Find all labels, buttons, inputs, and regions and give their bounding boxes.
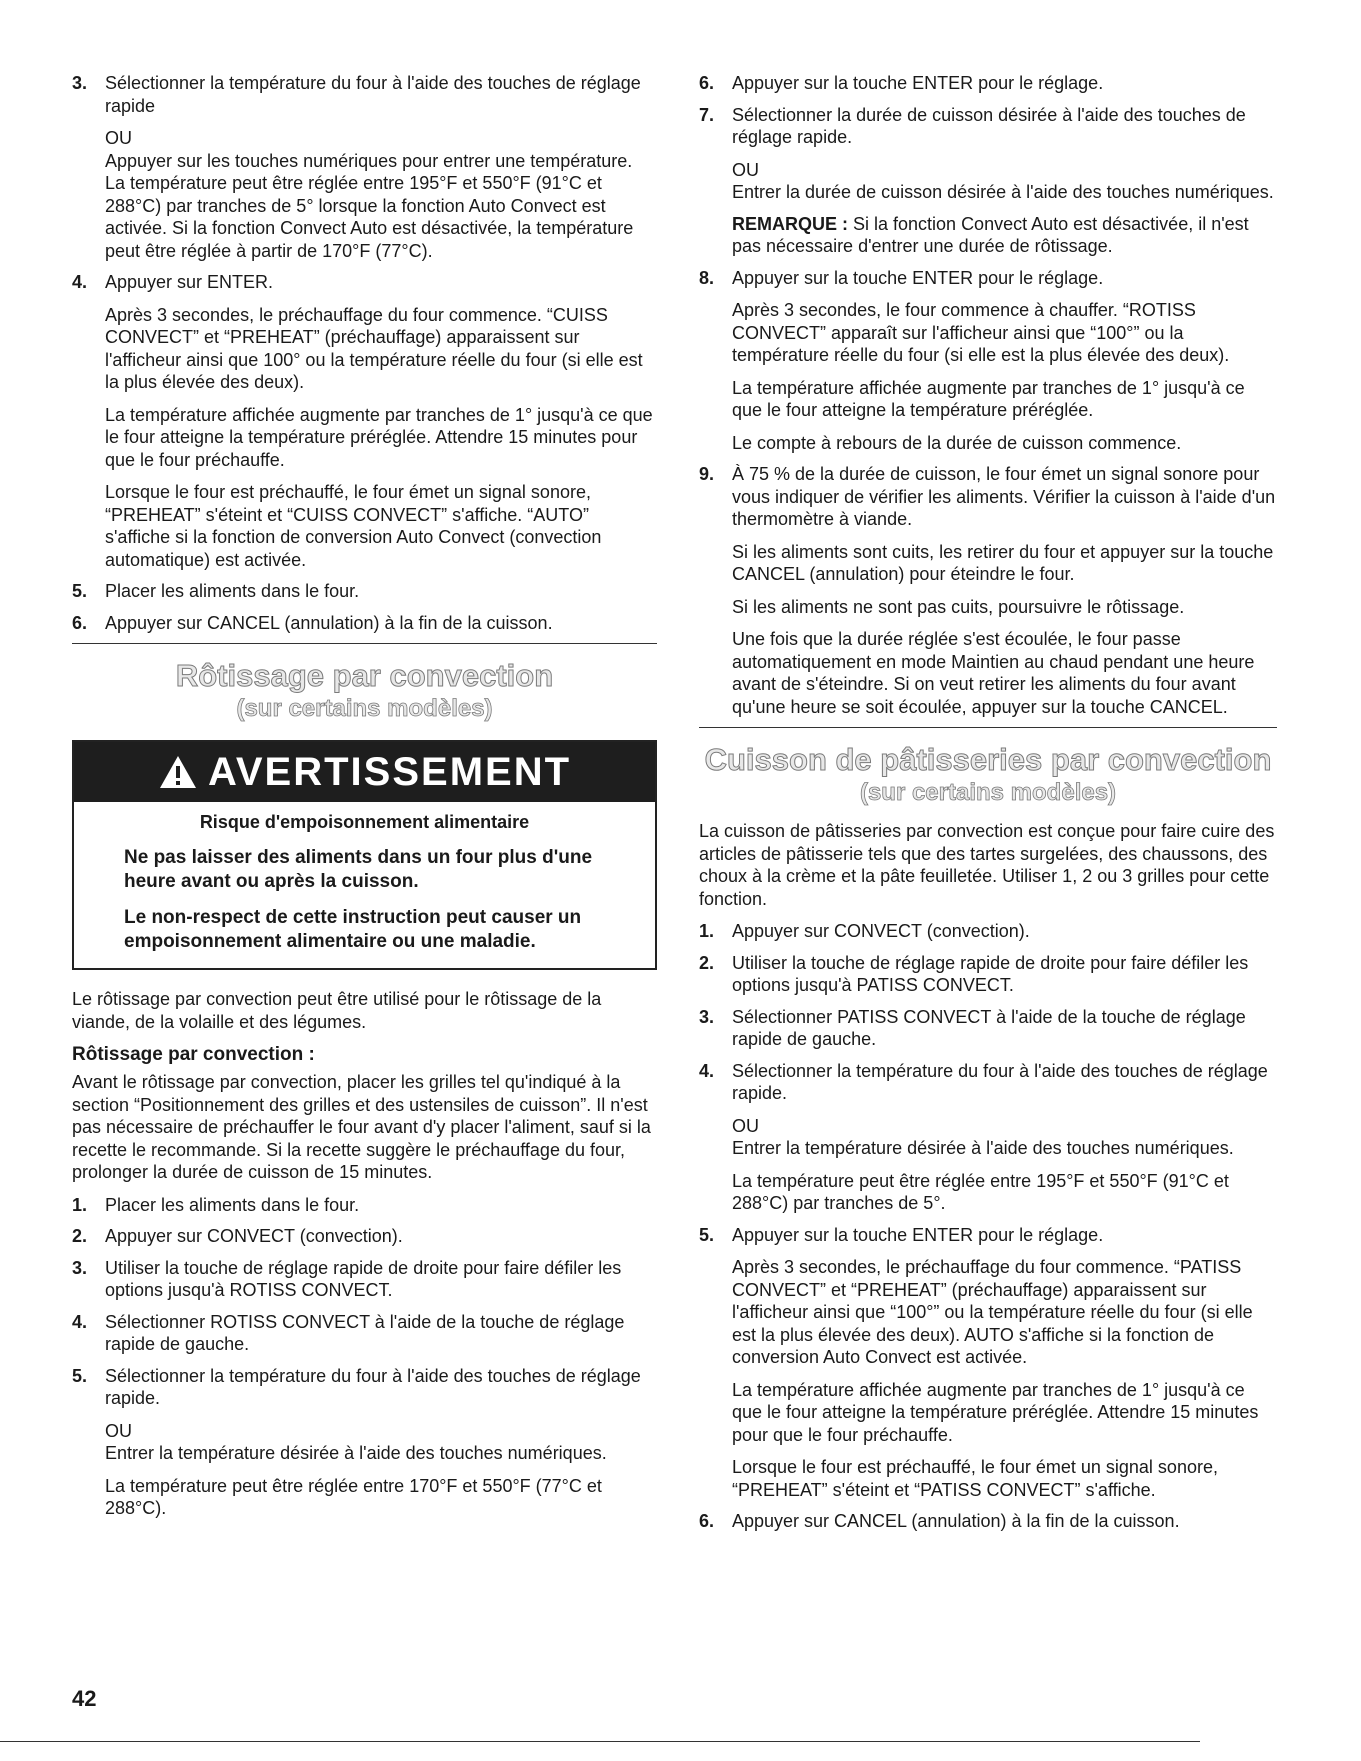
oven-steps-list — [72, 72, 657, 634]
step-text: Lorsque le four est préchauffé, le four émet un signal sonore, “PREHEAT” s'éteint et “PATISS CONVECT” s'affiche. — [732, 1457, 1218, 1500]
step-number: 4. — [699, 1060, 715, 1081]
step-text: Appuyer sur CANCEL (annulation) à la fin de la cuisson. — [105, 612, 553, 633]
warning-header-text: AVERTISSEMENT — [207, 749, 572, 794]
step-text: La température affichée augmente par tranches de 1° jusqu'à ce que le four atteigne la température préréglée. Attendre 15 minutes pour que le four préchauffe. — [732, 1379, 1259, 1445]
step-number: 2. — [699, 952, 715, 973]
list-item — [699, 267, 1277, 455]
list-item — [699, 1006, 1277, 1051]
step-text: Sélectionner la température du four à l'aide des touches de réglage rapide. — [105, 1365, 641, 1408]
warning-line-2: Le non-respect de cette instruction peut causer un empoisonnement alimentaire ou une maladie. — [124, 907, 582, 952]
step-text: Appuyer sur les touches numériques pour entrer une température. La température peut être réglée entre 195°F et 550°F (91°C et 288°C) par tranches de 5° lorsque la fonction Auto Convect est activée. Si la fonction Convect Auto est désactivée, la température peut être réglée à partir de 170°F (77°C). — [105, 150, 634, 261]
step-text: Appuyer sur CONVECT (convection). — [732, 921, 1030, 941]
step-text: Appuyer sur la touche ENTER pour le réglage. — [732, 73, 1104, 93]
section-divider — [72, 643, 657, 644]
step-text: Sélectionner ROTISS CONVECT à l'aide de la touche de réglage rapide de gauche. — [105, 1311, 625, 1354]
or-label: OU — [732, 1115, 759, 1136]
list-item — [72, 1311, 657, 1356]
patisserie-intro: La cuisson de pâtisseries par convection est conçue pour faire cuire des articles de pâtisserie tels que des tartes surgelées, des chaussons, des choux à la crème et la pâte feuilletée. Utiliser 1, 2 ou 3 grilles pour cette fonction. — [699, 821, 1275, 909]
step-text: Lorsque le four est préchauffé, le four émet un signal sonore, “PREHEAT” s'éteint et “CUISS CONVECT” s'affiche. “AUTO” s'affiche si la fonction de conversion Auto Convect (convection automatique) est activée. — [105, 482, 602, 570]
patisserie-section-subtitle: (sur certains modèles) — [859, 779, 1117, 806]
step-number: 9. — [699, 464, 715, 484]
warning-subtitle: Risque d'empoisonnement alimentaire — [199, 812, 530, 832]
rotissage-section-subtitle: (sur certains modèles) — [236, 695, 493, 722]
list-item — [699, 104, 1277, 204]
step-number: 6. — [72, 612, 88, 633]
step-text: Appuyer sur CONVECT (convection). — [105, 1226, 403, 1246]
step-text: Après 3 secondes, le préchauffage du four commence. “CUISS CONVECT” et “PREHEAT” (préchauffage) apparaissent sur l'afficheur ainsi que 100° ou la température réelle du four (si elle est la plus élevée des deux). — [105, 304, 643, 392]
step-text: Sélectionner la température du four à l'aide des touches de réglage rapide — [105, 73, 641, 116]
warning-triangle-icon — [158, 754, 198, 790]
step-text: Sélectionner la température du four à l'aide des touches de réglage rapide. — [732, 1060, 1268, 1103]
warning-body — [74, 802, 655, 968]
step-text: Entrer la durée de cuisson désirée à l'aide des touches numériques. — [732, 182, 1274, 202]
rotissage-steps-list — [72, 1194, 657, 1520]
list-item — [699, 72, 1277, 95]
step-text: La température peut être réglée entre 170°F et 550°F (77°C et 288°C). — [105, 1475, 602, 1518]
rotissage-heading: Rôtissage par convection : — [72, 1044, 315, 1065]
footer-rule — [0, 1741, 1200, 1742]
step-number: 5. — [699, 1224, 715, 1245]
or-label: OU — [105, 1420, 132, 1441]
step-text: À 75 % de la durée de cuisson, le four émet un signal sonore pour vous indiquer de vérifier les aliments. Vérifier la cuisson à l'aide d'un thermomètre à viande. — [732, 464, 1276, 529]
step-text: Après 3 secondes, le four commence à chauffer. “ROTISS CONVECT” apparaît sur l'afficheur ainsi que “100°” ou la température réelle du four (si elle est la plus élevée des deux). — [732, 300, 1230, 365]
step-text: Appuyer sur la touche ENTER pour le réglage. — [732, 1224, 1104, 1245]
right-column — [699, 72, 1277, 1542]
step-text: La température affichée augmente par tranches de 1° jusqu'à ce que le four atteigne la température préréglée. — [732, 377, 1245, 420]
list-item — [699, 463, 1277, 718]
list-item — [699, 920, 1277, 943]
step-number: 6. — [699, 1511, 715, 1531]
step-number: 3. — [72, 1257, 88, 1278]
list-item — [699, 1224, 1277, 1502]
patisserie-steps-list — [699, 920, 1277, 1533]
step-number: 3. — [72, 73, 88, 93]
step-text: Placer les aliments dans le four. — [105, 581, 360, 601]
rotissage-paragraph: Avant le rôtissage par convection, placer les grilles tel qu'indiqué à la section “Positionnement des grilles et des ustensiles de cuisson”. Il n'est pas nécessaire de préchauffer le four avant d'y placer l'aliment, sauf si la recette le recommande. Si la recette suggère le préchauffage du four, prolonger la durée de cuisson de 15 minutes. — [72, 1072, 651, 1182]
step-text: Appuyer sur ENTER. — [105, 272, 274, 292]
rotissage-section-title: Rôtissage par convection — [175, 658, 554, 693]
or-label: OU — [732, 159, 759, 180]
step-text: Après 3 secondes, le préchauffage du four commence. “PATISS CONVECT” et “PREHEAT” (préchauffage) apparaissent sur l'afficheur ainsi que “100°” ou la température réelle du four (si elle est la plus élevée des deux). AUTO s'affiche si la fonction de conversion Auto Convect est activée. — [732, 1257, 1253, 1367]
section-divider — [699, 727, 1277, 728]
step-text: Entrer la température désirée à l'aide des touches numériques. — [732, 1138, 1234, 1158]
rotissage-steps-final — [699, 267, 1277, 719]
list-item — [72, 1257, 657, 1302]
step-text: Utiliser la touche de réglage rapide de droite pour faire défiler les options jusqu'à ROTISS CONVECT. — [105, 1257, 622, 1300]
warning-box — [72, 740, 657, 970]
step-text: Appuyer sur CANCEL (annulation) à la fin de la cuisson. — [732, 1511, 1180, 1531]
step-text: Entrer la température désirée à l'aide des touches numériques. — [105, 1443, 607, 1463]
list-item — [699, 1510, 1277, 1533]
remarque-label: REMARQUE : — [732, 213, 848, 234]
step-text: Si les aliments sont cuits, les retirer du four et appuyer sur la touche CANCEL (annulation) pour éteindre le four. — [732, 541, 1274, 584]
step-number: 6. — [699, 73, 715, 93]
list-item — [72, 72, 657, 262]
step-text: Placer les aliments dans le four. — [105, 1194, 360, 1215]
list-item — [72, 1194, 657, 1217]
rotissage-intro: Le rôtissage par convection peut être utilisé pour le rôtissage de la viande, de la volaille et des légumes. — [72, 989, 602, 1032]
step-number: 8. — [699, 267, 715, 288]
step-text: Le compte à rebours de la durée de cuisson commence. — [732, 432, 1182, 453]
list-item — [72, 1225, 657, 1248]
left-column — [72, 72, 657, 1529]
list-item — [699, 1060, 1277, 1215]
step-number: 4. — [72, 272, 88, 292]
step-number: 5. — [72, 1365, 88, 1386]
step-number: 3. — [699, 1006, 715, 1027]
remarque-note — [699, 213, 1277, 258]
remarque-text: Si la fonction Convect Auto est désactivée, il n'est pas nécessaire d'entrer une durée de rôtissage. — [732, 213, 1249, 256]
list-item — [72, 1365, 657, 1520]
list-item — [72, 580, 657, 603]
step-text: Si les aliments ne sont pas cuits, poursuivre le rôtissage. — [732, 596, 1185, 617]
step-text: Une fois que la durée réglée s'est écoulée, le four passe automatiquement en mode Maintien au chaud pendant une heure avant de s'éteindre. Si on veut retirer les aliments du four avant qu'une heure se soit écoulée, appuyer sur la touche CANCEL. — [732, 629, 1255, 717]
list-item — [72, 271, 657, 571]
step-number: 4. — [72, 1311, 88, 1332]
step-number: 1. — [72, 1194, 88, 1215]
step-number: 7. — [699, 104, 715, 125]
warning-header — [74, 742, 655, 802]
warning-line-1: Ne pas laisser des aliments dans un four plus d'une heure avant ou après la cuisson. — [124, 847, 593, 892]
step-text: Utiliser la touche de réglage rapide de droite pour faire défiler les options jusqu'à PATISS CONVECT. — [732, 952, 1249, 995]
rotissage-steps-continued — [699, 72, 1277, 204]
step-number: 5. — [72, 581, 88, 601]
step-text: Sélectionner PATISS CONVECT à l'aide de la touche de réglage rapide de gauche. — [732, 1006, 1246, 1049]
patisserie-section-title: Cuisson de pâtisseries par convection — [704, 742, 1272, 777]
list-item — [699, 952, 1277, 997]
or-label: OU — [105, 128, 132, 148]
step-text: La température peut être réglée entre 195°F et 550°F (91°C et 288°C) par tranches de 5°. — [732, 1170, 1229, 1213]
step-text: Appuyer sur la touche ENTER pour le réglage. — [732, 267, 1104, 288]
step-text: La température affichée augmente par tranches de 1° jusqu'à ce que le four atteigne la température préréglée. Attendre 15 minutes pour que le four préchauffe. — [105, 404, 653, 470]
step-number: 2. — [72, 1226, 88, 1246]
list-item — [72, 612, 657, 635]
step-text: Sélectionner la durée de cuisson désirée à l'aide des touches de réglage rapide. — [732, 104, 1246, 147]
page-number: 42 — [72, 1686, 97, 1711]
step-number: 1. — [699, 921, 715, 941]
